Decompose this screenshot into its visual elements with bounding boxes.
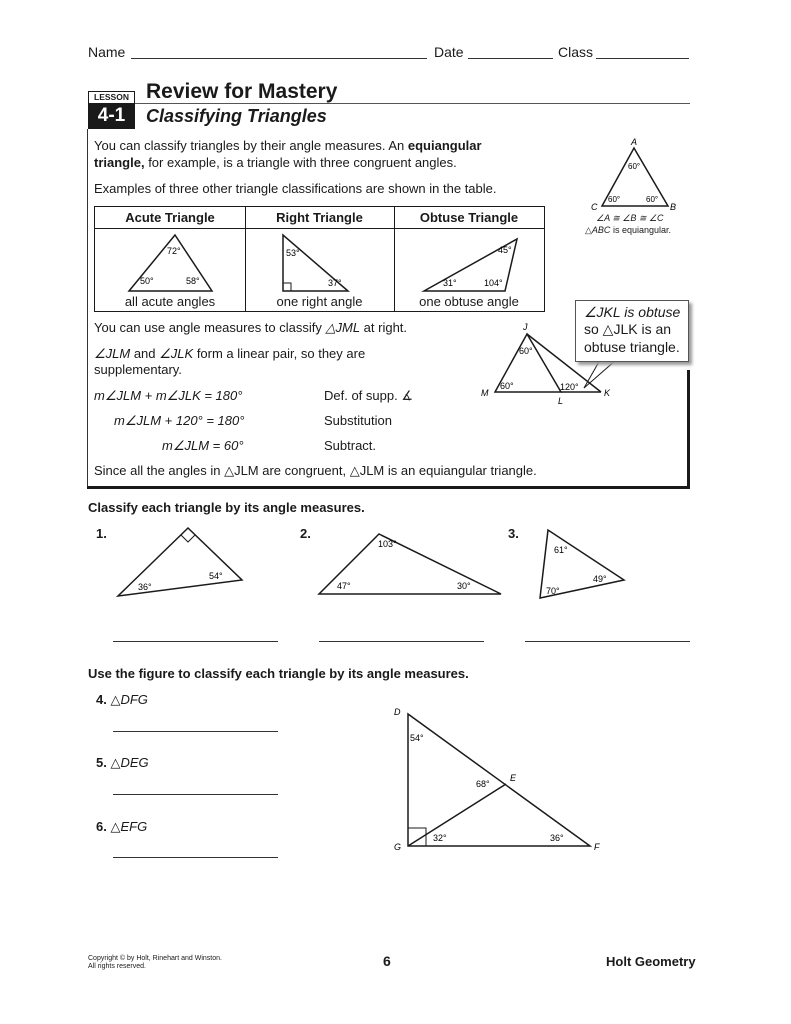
copyright-line-2: All rights reserved. — [88, 963, 146, 970]
caption-rest: is equiangular. — [610, 225, 671, 235]
callout-line-a — [584, 360, 600, 388]
angle-f: 36° — [550, 833, 564, 843]
angle-m: 60° — [500, 381, 514, 391]
header-right: Right Triangle — [276, 210, 363, 225]
class-label: Class — [558, 44, 594, 60]
obtuse-angle-right: 104° — [484, 278, 503, 288]
vertex-b: B — [670, 202, 677, 212]
acute-angle-right: 58° — [186, 276, 200, 286]
title-rule — [135, 103, 690, 104]
section-2-title: Use the figure to classify each triangle by its angle measures. — [88, 666, 469, 681]
caption-tri: △ — [585, 225, 592, 235]
angle-l: 120° — [560, 382, 579, 392]
item-4-tri: △ — [110, 692, 121, 707]
problem-1-angle-left: 36° — [138, 582, 152, 592]
caption-obtuse: one obtuse angle — [419, 294, 519, 309]
obtuse-angle-top: 45° — [498, 245, 512, 255]
angle-g: 32° — [433, 833, 447, 843]
intro-bold-2: triangle, — [94, 155, 145, 170]
copyright-line-1: Copyright © by Holt, Rinehart and Winston. — [88, 955, 222, 962]
proof-step-1-reason: Def. of supp. ∡ — [324, 388, 413, 403]
problem-1-triangle — [118, 528, 242, 596]
lesson-badge — [88, 91, 135, 129]
answer-line-6[interactable] — [113, 857, 278, 858]
intro-text-2: for example, is a triangle with three congruent angles. — [144, 155, 457, 170]
example-text-1b: at right. — [360, 320, 408, 335]
example-text-1: You can use angle measures to classify — [94, 320, 326, 335]
item-6 — [96, 819, 147, 835]
answer-line-3[interactable] — [525, 641, 690, 642]
book-title: Holt Geometry — [606, 954, 696, 969]
vertex-l: L — [558, 396, 564, 406]
vertex-c: C — [591, 202, 598, 212]
header-obtuse: Obtuse Triangle — [419, 210, 519, 225]
problem-3-figure — [530, 520, 640, 604]
vertex-d: D — [394, 707, 401, 717]
callout-line-2: so △JLK is an — [584, 321, 672, 337]
problem-3-number: 3. — [508, 526, 519, 541]
item-5-number: 5. — [96, 755, 107, 770]
acute-angle-top: 72° — [167, 246, 181, 256]
vertex-k: K — [604, 388, 611, 398]
vertex-j: J — [523, 322, 528, 332]
example-and: and — [130, 346, 160, 361]
intro-text: You can classify triangles by their angle measures. An — [94, 138, 408, 153]
problem-1-figure — [110, 520, 250, 600]
copyright — [88, 955, 222, 971]
intro-bold: equiangular — [407, 138, 482, 153]
intro-line-1 — [94, 138, 482, 153]
callout-box — [575, 300, 689, 362]
vertex-f: F — [594, 842, 600, 852]
problem-2-number: 2. — [300, 526, 311, 541]
equiangular-caption-2 — [585, 225, 671, 236]
item-5-name: DEG — [120, 755, 149, 770]
table-header-row — [95, 207, 544, 229]
page-title: Review for Mastery — [146, 80, 338, 103]
item-4 — [96, 692, 148, 708]
section-1-title: Classify each triangle by its angle measures. — [88, 500, 365, 515]
vertex-g: G — [394, 842, 402, 852]
proof-step-1-expr: m∠JLM + m∠JLK = 180° — [94, 388, 243, 403]
angle-e: 68° — [476, 779, 490, 789]
name-field[interactable] — [131, 58, 427, 59]
answer-line-4[interactable] — [113, 731, 278, 732]
classification-table — [94, 206, 545, 312]
table-figures — [95, 229, 544, 293]
caption-acute: all acute angles — [124, 294, 216, 309]
vertex-a: A — [631, 137, 638, 147]
date-label: Date — [434, 44, 464, 60]
example-line-1 — [94, 320, 407, 336]
intro-line-3: Examples of three other triangle classifications are shown in the table. — [94, 181, 497, 196]
problem-2-figure — [315, 520, 505, 600]
angle-b: 60° — [646, 195, 659, 204]
vertex-m: M — [481, 388, 489, 398]
defg-figure — [388, 700, 608, 860]
acute-angle-left: 50° — [140, 276, 154, 286]
callout-line-1: ∠JKL is obtuse — [584, 304, 681, 320]
angle-c: 60° — [608, 195, 621, 204]
equiangular-caption-1: ∠A ≅ ∠B ≅ ∠C — [596, 213, 664, 223]
angle-jlk: ∠JLK — [159, 346, 194, 361]
problem-2-angle-right: 30° — [457, 581, 471, 591]
problem-1-right-mark — [181, 535, 195, 542]
right-angle-right: 37° — [328, 278, 342, 288]
answer-line-2[interactable] — [319, 641, 484, 642]
problem-2-angle-top: 103° — [378, 539, 397, 549]
segment-ge — [408, 784, 506, 846]
problem-1-angle-right: 54° — [209, 571, 223, 581]
page-number: 6 — [383, 953, 391, 969]
review-box-bottom-border — [87, 486, 690, 489]
problem-3-angle-right: 49° — [593, 574, 607, 584]
name-label: Name — [88, 44, 126, 60]
proof-step-3-reason: Subtract. — [324, 438, 377, 453]
example-line-2 — [94, 346, 365, 362]
problem-1-number: 1. — [96, 526, 107, 541]
answer-line-5[interactable] — [113, 794, 278, 795]
vertex-e: E — [510, 773, 517, 783]
item-4-name: DFG — [120, 692, 148, 707]
angle-a: 60° — [628, 162, 641, 171]
item-5-tri: △ — [110, 755, 121, 770]
problem-3-angle-top: 61° — [554, 545, 568, 555]
callout-line-3: obtuse triangle. — [584, 339, 680, 355]
item-4-number: 4. — [96, 692, 107, 707]
item-6-tri: △ — [110, 819, 121, 834]
obtuse-angle-left: 31° — [443, 278, 457, 288]
angle-j: 60° — [519, 346, 533, 356]
lesson-badge-label: LESSON — [89, 92, 134, 103]
header-acute: Acute Triangle — [125, 210, 215, 225]
proof-step-2-expr: m∠JLM + 120° = 180° — [114, 413, 245, 428]
lesson-number: 4-1 — [97, 105, 126, 126]
proof-step-3-expr: m∠JLM = 60° — [162, 438, 244, 453]
right-angle-top: 53° — [286, 248, 300, 258]
date-field[interactable] — [468, 58, 553, 59]
example-line-3: supplementary. — [94, 362, 182, 377]
callout-line-b — [584, 360, 616, 388]
caption-name: ABC — [591, 225, 611, 235]
page-subtitle: Classifying Triangles — [146, 106, 327, 126]
example-conclusion: Since all the angles in △JLM are congruent, △JLM is an equiangular triangle. — [94, 463, 537, 478]
caption-right: one right angle — [276, 294, 363, 309]
right-angle-mark — [283, 283, 291, 291]
problem-2-angle-left: 47° — [337, 581, 351, 591]
intro-line-2 — [94, 155, 457, 170]
example-text-2: form a linear pair, so they are — [193, 346, 366, 361]
answer-line-1[interactable] — [113, 641, 278, 642]
angle-jlm: ∠JLM — [94, 346, 131, 361]
item-5 — [96, 755, 149, 771]
class-field[interactable] — [596, 58, 689, 59]
review-box-left-border — [87, 129, 88, 487]
example-tri-name: △JML — [325, 320, 361, 335]
triangle-dfg — [408, 714, 590, 846]
item-6-name: EFG — [120, 819, 148, 834]
proof-step-2-reason: Substitution — [324, 413, 392, 428]
angle-d: 54° — [410, 733, 424, 743]
item-6-number: 6. — [96, 819, 107, 834]
problem-3-angle-left: 70° — [546, 586, 560, 596]
